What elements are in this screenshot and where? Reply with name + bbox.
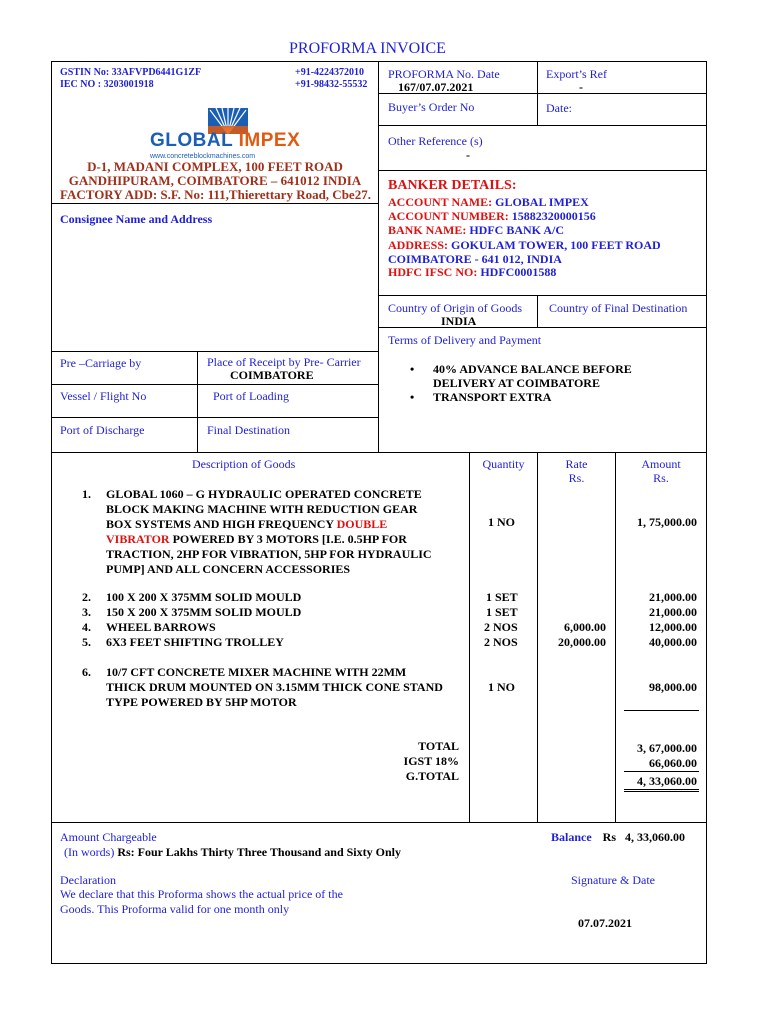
hline-consignee bbox=[51, 351, 378, 352]
item6-amount: 98,000.00 bbox=[649, 680, 697, 694]
item1-qty: 1 NO bbox=[488, 515, 515, 529]
item6-qty: 1 NO bbox=[488, 680, 515, 694]
header-rate: Rate bbox=[565, 457, 588, 471]
date-label: Date: bbox=[546, 101, 572, 115]
port-of-discharge-label: Port of Discharge bbox=[60, 423, 145, 437]
item3-amount: 21,000.00 bbox=[649, 605, 697, 619]
header-amount-unit: Rs. bbox=[653, 471, 669, 485]
company-logo bbox=[150, 108, 310, 164]
other-ref-label: Other Reference (s) bbox=[388, 134, 483, 148]
gtotal-rule-bottom bbox=[624, 789, 699, 790]
item5-amount: 40,000.00 bbox=[649, 635, 697, 649]
bank-account-name: ACCOUNT NAME: GLOBAL IMPEX bbox=[388, 195, 589, 209]
item1-amount: 1, 75,000.00 bbox=[637, 515, 697, 529]
seller-address-line2: GANDHIPURAM, COIMBATORE – 641012 INDIA bbox=[68, 173, 362, 188]
hline-vessel bbox=[51, 417, 378, 418]
subtotal-rule bbox=[624, 710, 699, 711]
signature-date: 07.07.2021 bbox=[578, 916, 632, 930]
hline-precarriage bbox=[51, 384, 378, 385]
hline-banker bbox=[378, 295, 706, 296]
place-of-receipt-label: Place of Receipt by Pre- Carrier bbox=[207, 355, 361, 369]
declaration-line-2: Goods. This Proforma valid for one month only bbox=[60, 902, 290, 916]
hline-origin bbox=[378, 327, 706, 328]
border-bottom bbox=[51, 963, 707, 964]
declaration-label: Declaration bbox=[60, 873, 116, 887]
header-description: Description of Goods bbox=[192, 457, 296, 471]
phone-1: +91-4224372010 bbox=[295, 67, 365, 78]
total-label: TOTAL bbox=[418, 739, 459, 753]
consignee-label: Consignee Name and Address bbox=[60, 212, 213, 226]
bank-address: ADDRESS: GOKULAM TOWER, 100 FEET ROAD bbox=[388, 238, 661, 252]
header-rate-unit: Rs. bbox=[568, 471, 585, 485]
banker-heading: BANKER DETAILS: bbox=[388, 178, 517, 193]
vline-qty bbox=[469, 452, 470, 822]
buyers-order-label: Buyer’s Order No bbox=[388, 100, 475, 114]
bank-ifsc: HDFC IFSC NO: HDFC0001588 bbox=[388, 265, 557, 279]
gtotal-rule-double bbox=[624, 791, 699, 792]
bank-account-number: ACCOUNT NUMBER: 15882320000156 bbox=[388, 209, 596, 223]
item4-amount: 12,000.00 bbox=[649, 620, 697, 634]
total-value: 3, 67,000.00 bbox=[637, 741, 697, 755]
terms-label: Terms of Delivery and Payment bbox=[388, 333, 542, 347]
factory-address: FACTORY ADD: S.F. No: 111,Thierettary Road, Cbe27. bbox=[60, 187, 371, 202]
pre-carriage-label: Pre –Carriage by bbox=[60, 356, 142, 370]
phone-2: +91-98432-55532 bbox=[295, 79, 368, 90]
igst-value: 66,060.00 bbox=[649, 756, 697, 770]
border-right bbox=[706, 61, 707, 964]
port-of-loading-label: Port of Loading bbox=[213, 389, 289, 403]
amount-in-words: (In words) Rs: Four Lakhs Thirty Three Thousand and Sixty Only bbox=[64, 845, 401, 859]
seller-address-line1: D-1, MADANI COMPLEX, 100 FEET ROAD bbox=[87, 159, 343, 174]
igst-label: IGST 18% bbox=[403, 754, 459, 768]
hline-table-top bbox=[51, 452, 707, 453]
gtotal-rule-top bbox=[624, 771, 699, 772]
header-amount: Amount bbox=[641, 457, 681, 471]
hline-other-ref bbox=[378, 170, 706, 171]
bank-name: BANK NAME: HDFC BANK A/C bbox=[388, 223, 564, 237]
final-destination-country-label: Country of Final Destination bbox=[549, 301, 688, 315]
divider-origin bbox=[537, 295, 538, 327]
logo-website: www.concreteblockmachines.com bbox=[150, 153, 256, 160]
item2-amount: 21,000.00 bbox=[649, 590, 697, 604]
divider-shipping bbox=[197, 351, 198, 452]
exports-ref-label: Export’s Ref bbox=[546, 67, 607, 81]
exports-ref-value: - bbox=[579, 80, 583, 94]
signature-label: Signature & Date bbox=[571, 873, 655, 887]
header-quantity: Quantity bbox=[482, 457, 525, 471]
other-ref-value: - bbox=[466, 148, 470, 162]
amount-chargeable-label: Amount Chargeable bbox=[60, 830, 157, 844]
item5-qty: 2 NOS bbox=[484, 635, 518, 649]
balance: Balance Rs 4, 33,060.00 bbox=[551, 830, 686, 844]
origin-value: INDIA bbox=[441, 314, 477, 328]
gtotal-label: G.TOTAL bbox=[405, 769, 459, 783]
proforma-no-label: PROFORMA No. Date bbox=[388, 67, 500, 81]
border-top bbox=[51, 61, 707, 62]
iec-number: IEC NO : 3203001918 bbox=[60, 79, 154, 90]
vessel-label: Vessel / Flight No bbox=[60, 389, 147, 403]
item2-qty: 1 SET bbox=[486, 590, 518, 604]
item5-rate: 20,000.00 bbox=[558, 635, 606, 649]
border-left bbox=[51, 61, 52, 964]
page-title: PROFORMA INVOICE bbox=[289, 40, 446, 57]
origin-label: Country of Origin of Goods bbox=[388, 301, 522, 315]
hline-table-bottom bbox=[51, 822, 707, 823]
final-destination-label: Final Destination bbox=[207, 423, 290, 437]
proforma-no-value: 167/07.07.2021 bbox=[398, 80, 474, 94]
hline-seller bbox=[51, 203, 378, 204]
item4-rate: 6,000.00 bbox=[564, 620, 606, 634]
gtotal-value: 4, 33,060.00 bbox=[637, 774, 697, 788]
bullet-dot-icon: • bbox=[410, 390, 415, 404]
divider-top-vertical bbox=[378, 61, 379, 452]
bullet-dot-icon: • bbox=[410, 362, 415, 376]
item3-qty: 1 SET bbox=[486, 605, 518, 619]
place-of-receipt-value: COIMBATORE bbox=[230, 368, 314, 382]
logo-text-global: GLOBAL bbox=[150, 130, 233, 151]
hline-buyer bbox=[378, 125, 706, 126]
bank-address-2: COIMBATORE - 641 012, INDIA bbox=[388, 252, 562, 266]
logo-text-impex: IMPEX bbox=[238, 130, 301, 151]
item4-qty: 2 NOS bbox=[484, 620, 518, 634]
declaration-line-1: We declare that this Proforma shows the actual price of the bbox=[60, 887, 343, 901]
gstin: GSTIN No: 33AFVPD6441G1ZF bbox=[60, 67, 202, 78]
